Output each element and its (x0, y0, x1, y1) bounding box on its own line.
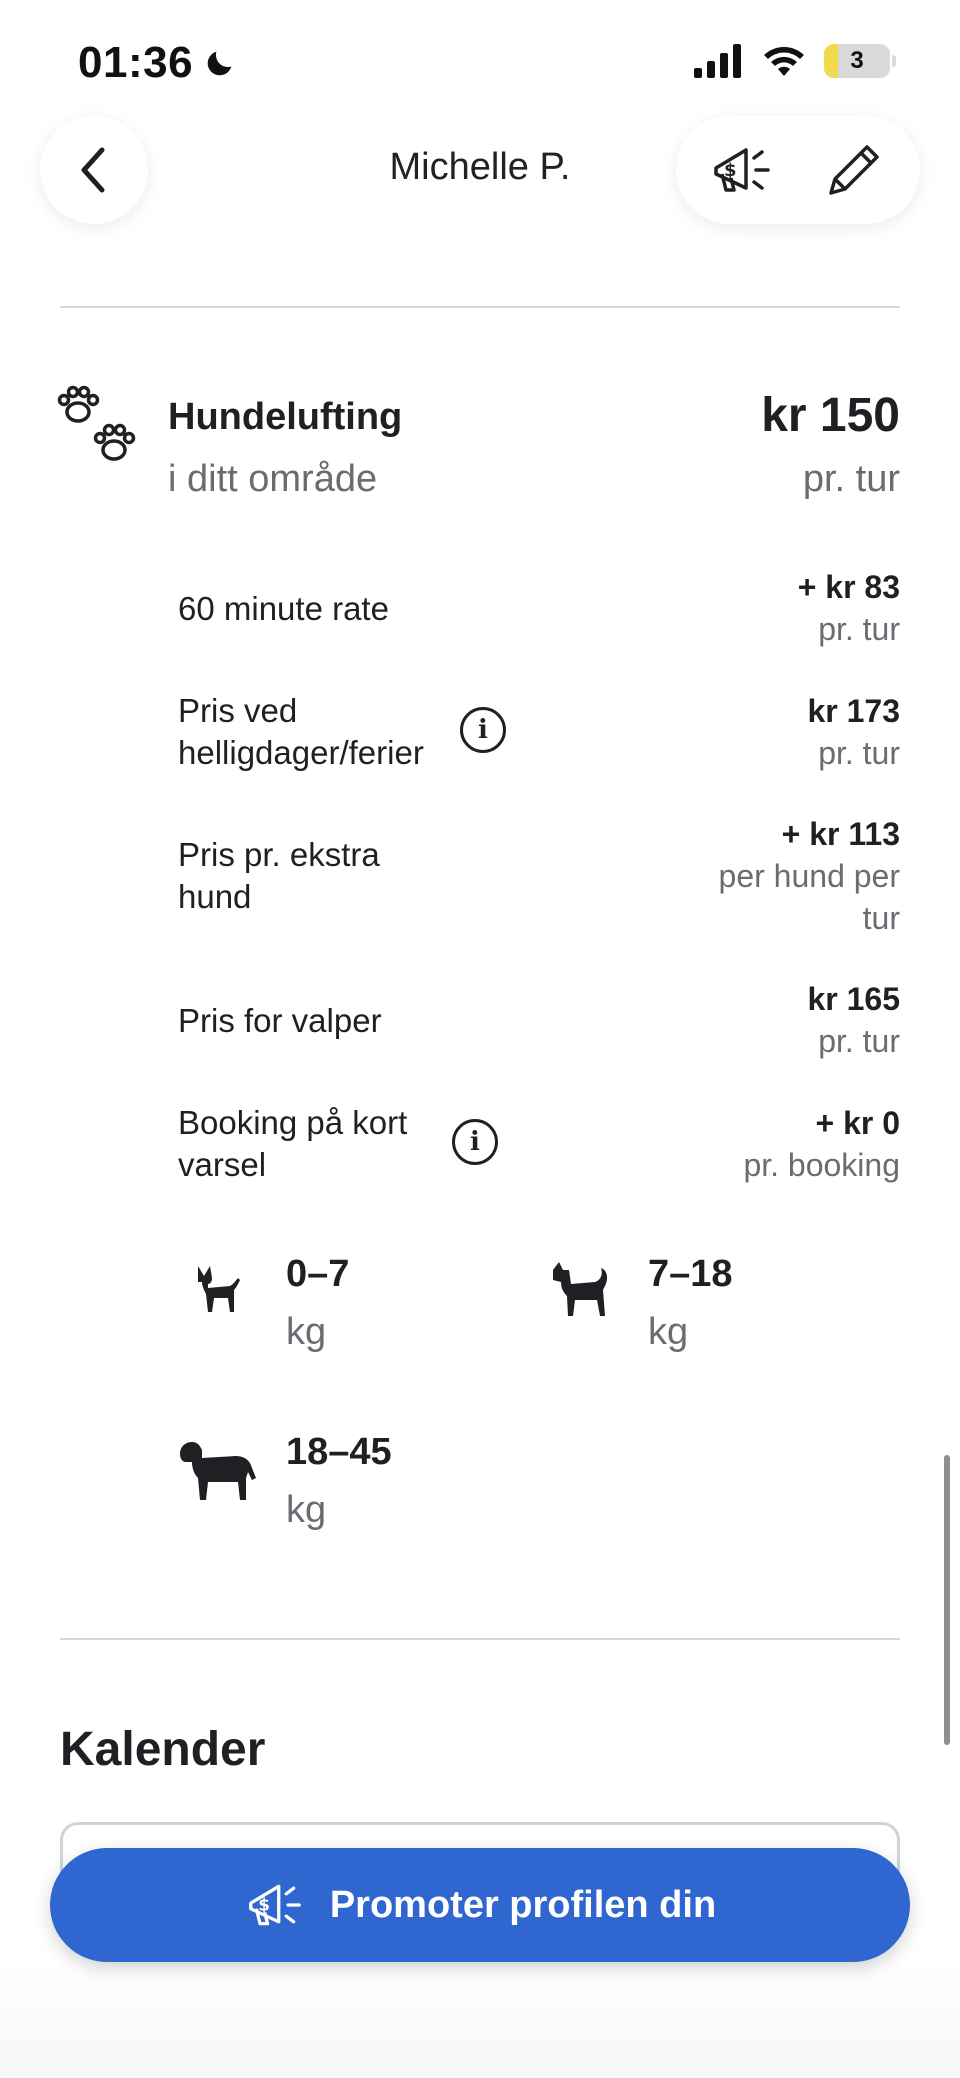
service-subtitle: i ditt område (168, 458, 378, 500)
divider-top (60, 306, 900, 308)
rate-unit: pr. booking (743, 1147, 900, 1183)
rate-price: kr 165 (807, 981, 900, 1017)
status-time-text: 01:36 (78, 38, 194, 87)
rate-price-block (743, 1102, 900, 1186)
size-medium (540, 1250, 733, 1356)
medium-dog-icon (549, 1260, 611, 1320)
battery-level: 3 (850, 47, 864, 74)
paw-prints-icon (56, 384, 140, 468)
rate-label-line: Booking på kort (178, 1104, 408, 1141)
size-unit: kg (648, 1311, 689, 1353)
promote-profile-label: Promoter profilen din (329, 1883, 717, 1926)
rate-unit: pr. tur (818, 735, 900, 771)
rate-label-line: helligdager/ferier (178, 734, 424, 771)
size-range: 0–7 (286, 1253, 350, 1295)
promote-profile-button[interactable] (50, 1848, 910, 1962)
pencil-icon (823, 139, 885, 201)
status-time (78, 38, 237, 88)
size-range: 18–45 (286, 1431, 392, 1473)
status-indicators (694, 44, 896, 78)
megaphone-icon (244, 1877, 306, 1933)
page-title: Michelle P. (389, 146, 571, 188)
bottom-bar-background (0, 1960, 960, 2078)
promote-button[interactable] (706, 134, 778, 206)
rate-label (178, 834, 380, 918)
rate-label-line: Pris for valper (178, 1002, 382, 1039)
cellular-signal-icon (694, 44, 744, 78)
svg-text:$: $ (724, 160, 737, 181)
wifi-icon (762, 44, 806, 78)
service-title: Hundelufting (168, 396, 403, 438)
service-unit: pr. tur (802, 458, 900, 500)
rate-label (178, 1102, 407, 1186)
large-dog-icon (178, 1438, 258, 1504)
rate-label-line: 60 minute rate (178, 590, 389, 627)
rate-label-line: hund (178, 878, 252, 915)
rate-label (178, 690, 424, 774)
status-bar (0, 0, 960, 120)
battery-cap (892, 55, 896, 67)
rate-label-line: Pris ved (178, 692, 298, 729)
rate-label-line: Pris pr. ekstra (178, 836, 380, 873)
rate-unit: pr. tur (818, 611, 900, 647)
rate-unit: tur (862, 900, 900, 936)
size-range: 7–18 (648, 1253, 733, 1295)
calendar-title: Kalender (60, 1723, 266, 1776)
rate-price-block (798, 566, 900, 650)
rate-price: + kr 83 (797, 569, 900, 605)
size-unit: kg (286, 1489, 327, 1531)
edit-button[interactable] (818, 134, 890, 206)
rate-price: kr 173 (807, 693, 900, 729)
header-actions (676, 116, 920, 224)
info-icon[interactable]: i (460, 707, 506, 753)
megaphone-icon (710, 140, 774, 200)
small-dog-icon (192, 1260, 244, 1316)
divider-bottom (60, 1638, 900, 1640)
rate-unit: per hund per (718, 858, 900, 894)
rate-label-line: varsel (178, 1146, 267, 1183)
size-large (178, 1428, 392, 1534)
rate-price-block (719, 813, 900, 939)
rate-price: + kr 0 (815, 1105, 900, 1141)
rate-price-block (807, 690, 900, 774)
scrollbar[interactable] (944, 1455, 950, 1745)
size-small (178, 1250, 349, 1356)
size-unit: kg (286, 1311, 327, 1353)
rate-price: + kr 113 (781, 816, 900, 852)
rate-label (178, 588, 389, 630)
rate-unit: pr. tur (818, 1023, 900, 1059)
info-icon[interactable]: i (452, 1119, 498, 1165)
rate-label (178, 1000, 382, 1042)
rate-price-block (807, 978, 900, 1062)
moon-icon (203, 46, 237, 80)
battery-icon (824, 44, 890, 78)
service-price: kr 150 (761, 389, 900, 442)
svg-text:$: $ (258, 1894, 270, 1915)
